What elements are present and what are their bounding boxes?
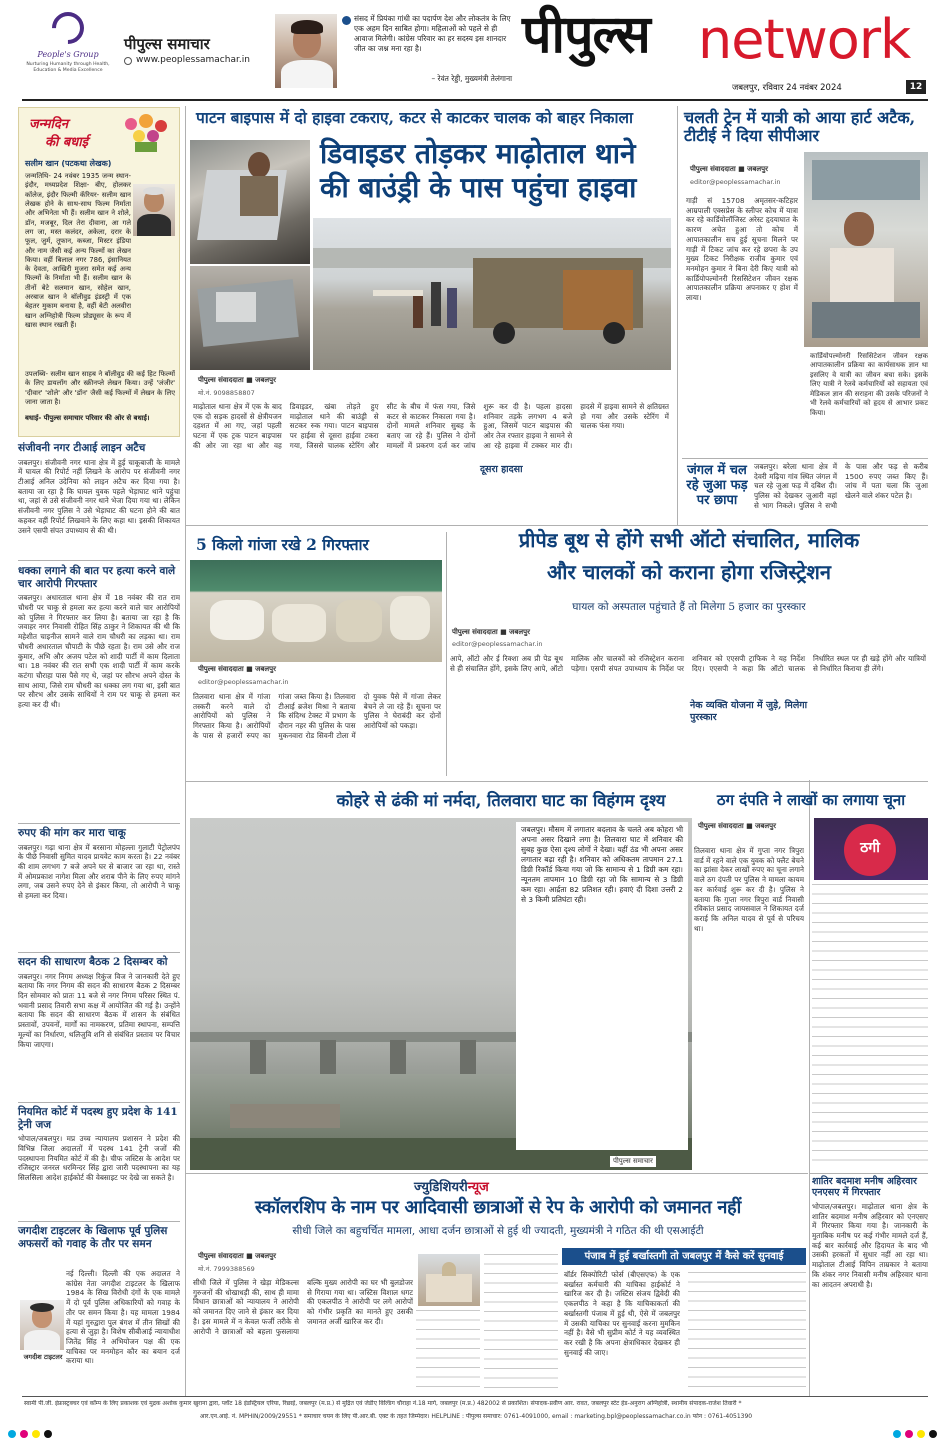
brief-headline: धक्का लगाने की बात पर हत्या करने वाले चार आरोपी गिरफ्तार bbox=[18, 565, 176, 590]
auto-sub: नेक व्यक्ति योजना में जुड़े, मिलेगा पुरस्कार bbox=[690, 700, 808, 723]
group-tagline: Nurturing Humanity through Health, Education & Media Excellence bbox=[26, 62, 110, 73]
punjab-text-lines bbox=[688, 1272, 806, 1390]
left-brief-1 bbox=[18, 442, 180, 548]
left-brief-6 bbox=[18, 1225, 180, 1366]
thag-byline: पीपुल्स संवाददाता ■ जबलपुर bbox=[698, 822, 776, 830]
page-number: 12 bbox=[906, 80, 926, 94]
train-photo bbox=[804, 152, 928, 347]
train-story-headline: चलती ट्रेन में यात्री को आया हार्ट अटैक, टीटीई ने दिया सीपीआर bbox=[684, 108, 916, 146]
auto-body: आपे, ऑटो और ई रिक्शा अब प्री पेड बूथ से ही संचालित होंगे, इसके लिए आपे, ऑटो मालिक और चालकों को रजिस्ट्रेशन कराना पड़ेगा। एसपी संपत उपाध्याय के निर्देश पर शनिवार को एएसपी ट्राफिक ने यह निर्देश दिए। एएसपी ने कहा कि ऑटो चालक निर्धारित स्थल पर ही खड़े होंगे और यात्रियों से निर्धारित किराया ही लेंगे। bbox=[450, 654, 926, 673]
section-title-en: network bbox=[698, 8, 911, 71]
auto-byline: पीपुल्स संवाददाता ■ जबलपुर bbox=[452, 628, 530, 636]
footer-contact: आर.एन.आई. नं. MPHIN/2009/29551 * समाचार चयन के लिए पी.आर.बी. एक्ट के तहत जिम्मेदार। HELPLINE : पीपुल्स समाचार: 0761-4091000, email : marketing.bpl@peoplessamachar.co.in फोन : 0761-4051390 bbox=[199, 1413, 753, 1420]
top-story-credit: पीपुल्स संवाददाता ■ जबलपुर bbox=[198, 376, 276, 384]
birthday-title-bottom: की बधाई bbox=[45, 135, 89, 150]
brief-body: जबलपुर। अधारताल थाना क्षेत्र में 18 नवंबर की रात राम चौधरी पर चाकू से हमला कर हत्या करने वाले चार आरोपियों को पुलिस ने गिरफ्तार कर लिया है। बताया जा रहा है कि जवाहर नगर निवासी रोहित सिंह ठाकुर ने शिकायत की थी कि महेशीत चाइनीज सामने वाले राम चौधरी का लड़का था। राम चौधरी अधारताल चौपाटी के पीछे रहता है। राम उसे और राज कुमार, अभि और अजय पटेल को शादी पार्टी में काम दिलाता था। 18 नवंबर की रात सभी एक शादी पार्टी में काम करके कटंगा चौराहा पास पैसे गए थे, जहां पर सौरभ अपने दोस्त के साथ आया, जिसे राम चौधरी का धक्का लग गया था, इसी बात पर सौरभ और उसके साथियों ने राम पर चाकू से हमला कर हत्या कर दी थी। bbox=[18, 593, 180, 710]
website-icon bbox=[124, 57, 132, 65]
narmada-credit: पीपुल्स समाचार bbox=[610, 1156, 656, 1167]
brief-headline: जगदीश टाइटलर के खिलाफ पूर्व पुलिस अफसरों को गवाह के तौर पर समन bbox=[18, 1225, 168, 1250]
group-name: People's Group bbox=[37, 50, 99, 59]
quote-icon bbox=[342, 16, 351, 25]
quote-author: – रेवंत रेड्डी, मुख्यमंत्री तेलंगाना bbox=[431, 74, 512, 83]
punjab-body: बॉर्डर सिक्योरिटी फोर्स (बीएसएफ) के एक बर्खास्त कर्मचारी की याचिका हाईकोर्ट ने खारिज कर दी है। जस्टिस संजय द्विवेदी की एकलपीठ ने कहा है कि याचिकाकर्ता की बर्खास्तगी पंजाब में हुई थी, ऐसे में जबलपुर में उसकी याचिका पर सुनवाई करना मुमकिन नहीं है। वैसे भी सुप्रीम कोर्ट ने यह व्यवस्थित कर रखी है कि अपना क्षेत्राधिकार देखकर ही सुनवाई की जाए। bbox=[564, 1270, 680, 1357]
left-brief-3 bbox=[18, 827, 180, 939]
judiciary-mobile: मो.नं. 7999388569 bbox=[198, 1265, 255, 1273]
birthday-person-name: सलीम खान (पटकथा लेखक) bbox=[25, 159, 112, 168]
judiciary-text-lines bbox=[484, 1254, 558, 1390]
left-brief-5 bbox=[18, 1106, 180, 1212]
top-story-headline: डिवाइडर तोड़कर माढ़ोताल थाने की बाउंड्री के पास पहुंचा हाइवा bbox=[320, 137, 637, 204]
thagi-stamp-text: ठगी bbox=[860, 840, 880, 856]
brief-headline: नियमित कोर्ट में पदस्थ हुए प्रदेश के 141 ट्रेनी जज bbox=[18, 1106, 178, 1131]
narmada-headline: कोहरे से ढंकी मां नर्मदा, तिलवारा घाट का विहंगम दृश्य bbox=[336, 791, 666, 810]
paper-name: पीपुल्स समाचार bbox=[124, 35, 210, 53]
brief-body: जबलपुर। नगर निगम अध्यक्ष रिकुंज विज ने जानकारी देते हुए बताया कि नगर निगम की सदन की साधारण बैठक 2 दिसम्बर दिन सोमवार को प्रातः 11 बजे से नगर निगम परिसर स्थित पं. भवानी प्रसाद तिवारी सभा कक्ष में आयोजित की गई है। उन्होंने बताया कि सदन की साधारण बैठक में शासन के संबंधित प्रस्तावों, उपवनों, मार्गों का नामकरण, प्रतिमा स्थापना, सम्पत्ति मूल्यों का निर्धारण, थलिजुवि शनि से संबंधित प्रस्ताव पर विचार किया जाएगा। bbox=[18, 971, 180, 1049]
footer-imprint: स्वामी पी.जी. इंफ्रास्ट्रक्चर एवं कॉम्प के लिए प्रकाशक एवं मुद्रक अशोक कुमार खुराना द्वारा, प्लॉट 18 इंडस्ट्रियल एरिया, रिछाई, जबलपुर (म.प्र.) से मुद्रित एवं जेडीए विल्डिंग चौराहा नं.18 मार्ग, जबलपुर (म.प्र.) 482002 से प्रकाशित। संपादक-प्रवीण आर. रावत, जबलपुर स्टेट हेड-अनुराग अग्निहोत्री, स्थानीय संपादक-राजेश तिवारी * bbox=[24, 1400, 742, 1407]
shatir-headline: शातिर बदमाश मनीष अहिरवार एनएसए में गिरफ्तार bbox=[812, 1176, 917, 1199]
punjab-headline: पंजाब में हुई बर्खास्तगी तो जबलपुर में कैसे करें सुनवाई bbox=[562, 1248, 806, 1265]
section-title-hindi: पीपुल्स bbox=[522, 4, 650, 65]
birthday-title-top: जन्मदिन bbox=[29, 117, 69, 132]
top-story-body: माढ़ोताल थाना क्षेत्र में एक के बाद एक दो सड़क हादसों से क्षेत्रीयजन दहशत में आ गए, जहां पहली घटना में एक ट्रक पाटन बाइपास की ओर जा रहा था और वह डिवाइडर, खंबा तोड़ते हुए माढ़ोताल थाने की बाउंड्री से सटकर रुक गया। पाटन बाइपास पर हाईवा से दूसरा हाईवा टकरा गया, जिससे चालक स्टेरिंग और सीट के बीच में फंस गया, जिसे कटर से काटकर निकाला गया है। दोनों मामले शनिवार सुबह के बताए जा रहे हैं। पुलिस ने दोनों मामलों में प्रकरण दर्ज कर जांच शुरू कर दी है। पहला हादसा शनिवार तड़के लगभग 4 बजे हुआ, जिसमें पाटन बाइपास की ओर तेज रफ्तार हाइवा ने सामने से आ रहे हाइवा में टक्कर मार दी। हादसे में हाइवा सामने से क्षतिग्रस्त हो गया और उसके स्टेरिंग में चालक फंस गया। bbox=[193, 402, 669, 450]
birthday-award: उपलब्धि- सलीम खान साहब ने बॉलीवुड की कई हिट फिल्मों के लिए डायलॉग और स्क्रीनप्ले लेखन किया। उन्हें 'जंजीर' 'दीवार' 'शोले' और 'डॉन' जैसी कई फिल्मों में लेखन के लिए जाना जाता है। bbox=[25, 370, 175, 406]
left-brief-4 bbox=[18, 956, 180, 1094]
judiciary-text-lines bbox=[416, 1310, 480, 1390]
brief-body: जबलपुर। संजीवनी नगर थाना क्षेत्र में हुई चाकूबाजी के मामले में घायल की रिपोर्ट नहीं लिखने के आरोप पर संजीवनी नगर टीआई अनिल उदेनिया को लाइन अटैच कर दिया गया है। बताया जा रहा है कि घायल युवक पहले भेड़ाघाट थाने पहुंचा था, जहां से उसे संजीवनी नगर थाने भेजा दिया गया था। लेकिन संजीवनी नगर पुलिस ने उसे भेड़ाघाट की घटना होने की बात कहकर वहीं रिपोर्ट लिखवाने के लिए कहा था। इसकी शिकायत उसने एसपी संपत उपाध्याय से की थी। bbox=[18, 457, 180, 535]
website-link[interactable]: www.peoplessamachar.in bbox=[136, 55, 250, 65]
second-accident-sub: दूसरा हादसा bbox=[480, 464, 523, 475]
ganja-body: तिलवारा थाना क्षेत्र में गांजा तस्करी करने वाले दो आरोपियों को पुलिस ने गिरफ्तार किया है। आरोपियों के पास से हजारों रुपए का गांजा जब्त किया है। तिलवारा टीआई ब्रजेश मिश्रा ने बताया कि संदिग्ध टेक्स्ट में प्रभाग के दौरान नहर की पुलिस के पास मुकनवारा रोड सिवनी टोला में दो युवक पैसे में गांजा लेकर बेचने ले जा रहे हैं। सूचना पर पुलिस ने घेराबंदी कर दोनों आरोपियों को पकड़ा। bbox=[193, 692, 441, 740]
accident-photo-2 bbox=[190, 266, 310, 370]
train-byline: पीपुल्स संवाददाता ■ जबलपुर bbox=[690, 165, 768, 173]
high-court-photo bbox=[418, 1254, 480, 1306]
gambling-body: जबलपुर। बरेला थाना क्षेत्र में देवरी मढ़िया गांव स्थित जंगल में चल रहे जुआ फड़ में दबिश दी। पुलिस को देखकर जुआरी वहां से भाग निकले। पुलिस ने सभी के पास और फड़ से करीब 1500 रुपए जब्त किए हैं। जांच में पता चला कि जुआ खेलने वाले शंकर पटेल है। bbox=[754, 462, 928, 510]
peoples-group-logo bbox=[45, 5, 90, 50]
judiciary-body: सीधी जिले में पुलिस ने खेड़ा मेडिकल्स गुरुजनों की धोखाधड़ी की, साथ ही मामा विधान छात्राओं को न्यायालय ने आरोपी को जमानत दिए जाने से इंकार कर दिया है। इस मामले में न केवल फर्जी तरीके से आरोपी ने छात्राओं को बहला फुसलाया बल्कि मुख्य आरोपी का घर भी बुलडोजर से गिराया गया था। जस्टिस विशाल धगट की एकलपीठ ने आरोपी पर लगे आरोपों को गंभीर प्रकृति का मानते हुए उसकी जमानत अर्जी खारिज कर दी। bbox=[193, 1278, 413, 1336]
revanth-reddy-photo bbox=[275, 14, 337, 88]
ganja-photo bbox=[190, 560, 442, 662]
birthday-box bbox=[18, 107, 180, 437]
top-story-mobile: मो.नं. 9098858807 bbox=[198, 389, 255, 397]
jagdish-tytler-photo bbox=[20, 1300, 64, 1350]
flower-bouquet-icon bbox=[121, 114, 171, 154]
narmada-body: जबलपुर। मौसम में लगातार बदलाव के चलते अब कोहरा भी अपना असर दिखाने लगा है। तिलवारा घाट में शनिवार की सुबह कुछ ऐसा दृश्य लोगों ने देखा। यहीं ठंड भी अपना असर लगातार बढ़ा रही है। शनिवार को अधिकतम तापमान 27.1 डिग्री रिकॉर्ड किया गया जो कि सामान्य से 1 डिग्री कम रहा। न्यूनतम तापमान 10 डिग्री रहा जो कि सामान्य से 3 डिग्री कम रहा। आर्द्रता 82 प्रतिशत रही। हवाएं दी दिशा उत्तरी 2 से 3 किमी प्रतिघंटा रही। bbox=[516, 822, 688, 1150]
thag-body-continued bbox=[812, 884, 928, 1166]
auto-headline-2: और चालकों को कराना होगा रजिस्ट्रेशन bbox=[547, 560, 831, 584]
shatir-body: भोपाल/जबलपुर। माढ़ोताल थाना क्षेत्र के शातिर बदमाश मनीष अहिरवार को एनएसए में गिरफ्तार किया गया है। जानकारी के मुताबिक मनीष पर कई गंभीर मामले दर्ज हैं, कई बार कार्रवाई और हिदायत के बाद भी उसकी हरकतों में सुधार नहीं आ रहा था। माढ़ोताल टीआई विपिन ताम्रकार ने बताया कि शंकर नगर निवासी मनीष अहिरवार थाना का आदतन अपराधी है। bbox=[812, 1201, 928, 1289]
brief-headline: सदन की साधारण बैठक 2 दिसम्बर को bbox=[18, 956, 168, 968]
judiciary-byline: पीपुल्स संवाददाता ■ जबलपुर bbox=[198, 1252, 276, 1260]
train-caption: कार्डियोपल्मोनरी रिससिटेशन जीवन रक्षक आपातकालीन प्रक्रिया का कार्यसाधक ज्ञान था इसलिए वे यात्री का जीवन बचा सके। इसके लिए यात्री ने रेलवे कर्मचारियों को सहायता एवं मेडिकल ज्ञान की सराहना की उसके परिजनों ने भी रेलवे कर्मचारियों को हृदय से आभार प्रकट किया। bbox=[810, 352, 928, 417]
judiciary-tag: ज्युडिशियरीन्यूज bbox=[414, 1180, 489, 1195]
train-email: editor@peoplessamachar.in bbox=[690, 178, 781, 186]
top-story-kicker: पाटन बाइपास में दो हाइवा टकराए, कटर से काटकर चालक को बाहर निकाला bbox=[196, 108, 633, 127]
birthday-body: जन्मतिथि- 24 नवंबर 1935 जन्म स्थान- इंदौर, मध्यप्रदेश शिक्षा- बीए, होलकर कॉलेज, इंदौर फिल्मी कॅरियर- सलीम खान लेखक होने के साथ-साथ फिल्म निर्माता और अभिनेता भी हैं। सलीम खान ने शोले, डॉन, मजबूर, दिल तेरा दीवाना, आ गले लग जा, मस्त कलंदर, अकेला, दरार के फूल, जुर्म, तूफान, कब्जा, मिस्टर इंडिया और नाम जैसी कई अन्य फिल्मों का लेखन किया। वहीं बिलाल नगर 786, इंसानियत के देवता, आखिरी मुजरा समेत कई अन्य फिल्मों के निर्माता भी हैं। सलीम खान के तीनों बेटे सलमान खान, सोहेल खान, अरबाज खान ने बॉलीवुड इंडस्ट्री में एक बेहतर मुकाम बनाया है, वहीं बेटी अलवीरा खान अग्निहोत्री फिल्म प्रोड्यूसर के रूप में खास स्थान रखती हैं। bbox=[25, 172, 131, 329]
ganja-email: editor@peoplessamachar.in bbox=[198, 678, 289, 686]
thag-body: तिलवारा थाना क्षेत्र में गुप्ता नगर त्रिपुरा वार्ड में रहने वाले एक युवक को फ्लैट बेचने का झांसा देकर लाखों रुपए का चूना लगाने वाले ठग दंपती पर पुलिस ने मामला कायम कर कार्रवाई शुरू कर दी है। पुलिस ने बताया कि गुप्ता नगर त्रिपुरा वार्ड निवासी रविकांत प्रसाद जायसवाल ने शिकायत दर्ज कराई कि अनिल यादव से पूर्व से परिचय था। bbox=[694, 846, 804, 933]
brief-headline: संजीवनी नगर टीआई लाइन अटैच bbox=[18, 442, 146, 454]
birthday-wish: बधाई- पीपुल्स समाचार परिवार की ओर से बधाई। bbox=[25, 414, 150, 422]
auto-headline-1: प्रीपेड बूथ से होंगे सभी ऑटो संचालित, मालिक bbox=[518, 528, 860, 552]
auto-deck: घायल को अस्पताल पहुंचाते हैं तो मिलेगा 5 हजार का पुरस्कार bbox=[572, 601, 806, 613]
left-brief-2 bbox=[18, 565, 180, 803]
brief-body: जबलपुर। गढ़ा थाना क्षेत्र में बरसाना मोहल्ला गुलाटी पेट्रोलपंप के पीछे निवासी सुमित यादव प्रायवेट काम करता है। 22 नवंबर की शाम लगभग 7 बजे अपने घर से बाजार जा रहा था, रास्ते में ओमप्रकाश नागेश मिला और शराब पीने के लिए रुपए मांगने लगा, जब उसने रुपए देने से इंकार किया, तो आरोपी ने चाकू से हमला कर दिया। bbox=[18, 842, 180, 901]
truck-photo bbox=[313, 218, 671, 370]
accident-photo-1 bbox=[190, 140, 310, 264]
ganja-byline: पीपुल्स संवाददाता ■ जबलपुर bbox=[198, 665, 276, 673]
judiciary-headline: स्कॉलरशिप के नाम पर आदिवासी छात्राओं से रेप के आरोपी को जमानत नहीं bbox=[254, 1197, 741, 1218]
brief-body: भोपाल/जबलपुर। मप्र उच्च न्यायालय प्रशासन ने प्रदेश की विभिन्न जिला अदालतों में पदस्थ 141 ट्रेनी जजों की पदस्थापना नियमित कोर्ट में की है। चीफ जस्टिस के आदेश पर रजिस्ट्रार जनरल धरमिन्दर सिंह द्वारा जारी पदस्थापना का यह सिलसिला आदेश हाईकोर्ट की वेबसाइट पर देखे जा सकते है। bbox=[18, 1134, 180, 1183]
dateline: जबलपुर, रविवार 24 नवंबर 2024 bbox=[732, 83, 842, 93]
thagi-stamp bbox=[814, 818, 928, 880]
train-body: गाड़ी सं 15708 अमृतसर-कटिहार आम्रपाली एक्सप्रेस के स्लीपर कोच में यात्रा कर रहे कार्डियोलॉजिस्ट अरेस्ट हृदयाघात के कारण अचेत हुआ तो कोच में आपातकालीन सच हुई सूचना मिलने पर गाड़ी में टिकट जांच कर रहे छपरा के उप मुख्य टिकट निरीक्षक राजीव कुमार एवं मनमोहन कुमार ने बिना देरी किए यात्री को कार्डियोपल्मोनरी रिससिटेशन जीवन रक्षक आपातकालीन प्रक्रिया अपनाकर ए होश में लाया। bbox=[686, 196, 798, 303]
ganja-headline: 5 किलो गांजा रखे 2 गिरफ्तार bbox=[196, 535, 369, 554]
brief-headline: रुपए की मांग कर मारा चाकू bbox=[18, 827, 126, 839]
jagdish-tytler-caption: जगदीश टाइटलर bbox=[23, 1353, 63, 1361]
judiciary-deck: सीधी जिले का बहुचर्चित मामला, आधा दर्जन छात्राओं से हुई थी ज्यादती, मुख्यमंत्री ने गठित की थी एसआईटी bbox=[292, 1225, 704, 1237]
gambling-headline: जंगल में चल रहे जुआ फड़ पर छापा bbox=[686, 463, 748, 508]
thag-headline: ठग दंपति ने लाखों का लगाया चूना bbox=[716, 791, 906, 809]
auto-email: editor@peoplessamachar.in bbox=[452, 640, 543, 648]
shatir-brief bbox=[812, 1176, 928, 1362]
quote-text: संसद में प्रियंका गांधी का पदार्पण देश और लोकतंत्र के लिए एक अहम दिन साबित होगा। महिलाओं को पहले से ही आवाज मिलेगी। कांग्रेस परिवार का हर सदस्य इस शानदार जीत का जश्न मना रहा है। bbox=[354, 14, 511, 53]
brief-body: नई दिल्ली। दिल्ली की एक अदालत ने कांग्रेस नेता जगदीश टाइटलर के खिलाफ 1984 के सिख विरोधी दंगों के एक मामले में दो पूर्व पुलिस अधिकारियों को गवाह के तौर पर समन किया है। यह मामला 1984 में यहां गुरुद्वारा पुल बंगश में तीन सिखों की हत्या से जुड़ा है। विशेष सीबीआई न्यायाधीश जितेंद्र सिंह ने अभियोजन पक्ष की एक याचिका पर मनमोहन कौर का बयान दर्ज कराया था। bbox=[66, 1269, 180, 1366]
masthead bbox=[0, 0, 945, 100]
salim-khan-photo bbox=[133, 184, 175, 236]
color-registration-bar bbox=[0, 1428, 945, 1440]
